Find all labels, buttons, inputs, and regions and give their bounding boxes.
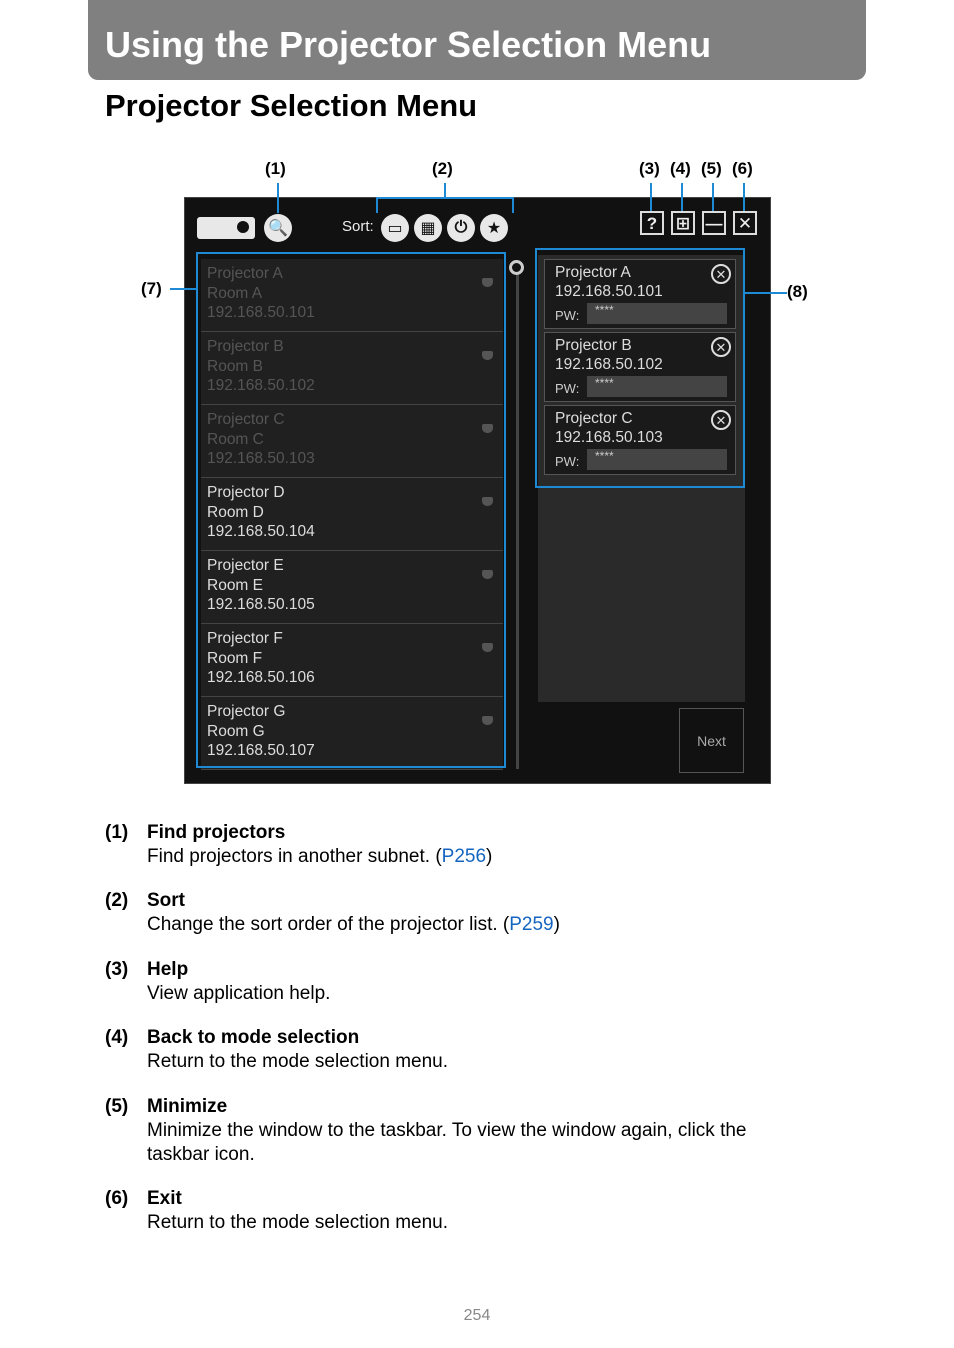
chapter-title: Using the Projector Selection Menu [105,24,712,65]
page-link[interactable]: P256 [441,846,487,867]
callout-4: (4) [670,159,691,178]
remove-icon[interactable]: ✕ [711,264,731,284]
leader-line [743,183,745,211]
password-field[interactable]: **** [587,449,727,470]
callout-7: (7) [141,279,162,298]
password-field[interactable]: **** [587,376,727,397]
leader-line [745,292,787,294]
remove-icon[interactable]: ✕ [711,337,731,357]
password-label: PW: [555,381,580,396]
list-item[interactable]: Projector G Room G 192.168.50.107 [201,697,503,770]
leader-line [444,183,446,198]
password-label: PW: [555,308,580,323]
password-label: PW: [555,454,580,469]
highlight-box-list [196,252,506,768]
page-link[interactable]: P259 [509,914,554,935]
minimize-button[interactable]: — [702,211,726,235]
projector-icon [197,217,255,239]
leader-line [512,197,514,213]
callout-8: (8) [787,282,808,301]
help-button[interactable]: ? [640,211,664,235]
leader-line [681,183,683,211]
sort-by-room-icon[interactable]: ▦ [414,214,442,242]
leader-line [712,183,714,211]
section-title: Projector Selection Menu [105,88,478,123]
scrollbar-knob[interactable] [509,260,524,275]
password-field[interactable]: **** [587,303,727,324]
chapter-banner [88,0,866,80]
leader-line [170,288,197,290]
highlight-box-selection [535,248,745,488]
scrollbar[interactable] [516,262,519,769]
mode-selection-button[interactable]: ⊞ [671,211,695,235]
leader-line [376,197,378,213]
list-item[interactable]: Projector A Room A 192.168.50.101 [201,259,503,332]
exit-button[interactable]: ✕ [733,211,757,235]
remove-icon[interactable]: ✕ [711,410,731,430]
list-item[interactable]: Projector C Room C 192.168.50.103 [201,405,503,478]
callout-2: (2) [432,159,453,178]
next-button[interactable]: Next [679,708,744,773]
sort-by-name-icon[interactable]: ▭ [381,214,409,242]
list-item[interactable]: Projector B Room B 192.168.50.102 [201,332,503,405]
sort-label: Sort: [342,218,374,235]
sort-by-power-icon[interactable]: ⏻ [447,214,475,242]
list-item[interactable]: Projector F Room F 192.168.50.106 [201,624,503,697]
sort-by-favorite-icon[interactable]: ★ [480,214,508,242]
list-item[interactable]: Projector D Room D 192.168.50.104 [201,478,503,551]
callout-5: (5) [701,159,722,178]
callout-1: (1) [265,159,286,178]
leader-line [277,183,279,213]
page-number: 254 [463,1307,491,1324]
list-item[interactable]: Projector E Room E 192.168.50.105 [201,551,503,624]
selected-projector-card: Projector C 192.168.50.103 ✕ PW: **** [544,405,736,475]
callout-3: (3) [639,159,660,178]
callout-6: (6) [732,159,753,178]
selected-projector-card: Projector B 192.168.50.102 ✕ PW: **** [544,332,736,402]
leader-line [650,183,652,211]
search-icon[interactable]: 🔍 [264,214,292,242]
selected-projector-card: Projector A 192.168.50.101 ✕ PW: **** [544,259,736,329]
